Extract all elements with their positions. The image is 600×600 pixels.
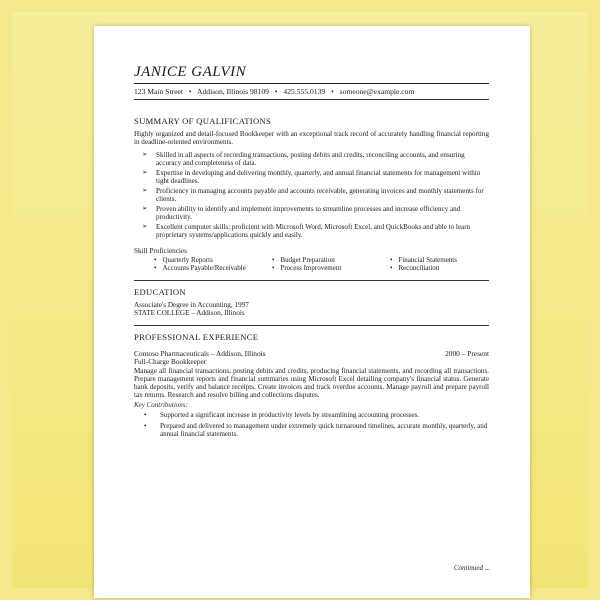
bullet-separator: •: [274, 87, 278, 96]
resume-page: [94, 26, 530, 598]
arrow-bullet-icon: ➢: [142, 186, 148, 194]
list-item-text: Supported a significant increase in productivity levels by streamlining accounting processes.: [160, 410, 420, 419]
job-description: Manage all financial transactions, posting debits and credits, producing financial statements, and recording all transactions. Prepare management reports and financial summaries using Microsoft Excel detailing company's financial status. Generate bank deposits, verify and balance receipts. Create invoices and track overdue accounts. Manage payroll and prepare payroll tax returns. Research and resolve billing and collections disputes.: [134, 366, 489, 400]
list-item-text: Skilled in all aspects of recording transactions, posting debits and credits, reconciling accounts, and ensuring accuracy and completeness of data.: [156, 150, 465, 167]
contact-email: someone@example.com: [339, 87, 415, 96]
skills-grid: [154, 256, 489, 273]
list-item: [134, 205, 489, 222]
job-role: Full-Charge Bookkeeper: [134, 356, 207, 366]
list-item: [134, 151, 489, 168]
skill-item: • Accounts Payable/Receivable: [154, 264, 246, 273]
skill-item: • Budget Preparation: [272, 255, 335, 264]
experience-title: PROFESSIONAL EXPERIENCE: [134, 331, 259, 342]
contact-city: Addison, Illinois 98109: [197, 87, 269, 96]
section-divider: [134, 325, 489, 326]
list-item-text: Excellent computer skills; proficient with Microsoft Word, Microsoft Excel, and QuickBooks and able to learn proprietary systems/applications quickly and easily.: [156, 222, 471, 240]
list-item-text: Proficiency in managing accounts payable and accounts receivable, generating invoices and monthly statements for clients.: [156, 186, 484, 204]
summary-intro: Highly organized and detail-focused Bookkeeper with an exceptional track record of accurately handling financial reporting in deadline-oriented environments.: [134, 130, 489, 147]
skills-title: Skill Proficiencies: [134, 246, 187, 255]
education-degree: Associate's Degree in Accounting, 1997: [134, 300, 249, 309]
job-dates: 2000 – Present: [445, 348, 489, 358]
resume-name: JANICE GALVIN: [134, 64, 247, 80]
list-item-text: Expertise in developing and delivering monthly, quarterly, and annual financial statements for management within tight deadlines.: [156, 168, 481, 185]
skill-item: • Financial Statements: [390, 255, 457, 264]
contact-line: [134, 87, 489, 96]
list-item: [134, 411, 489, 419]
list-item: [134, 187, 489, 204]
contributions-title: Key Contributions:: [134, 400, 188, 409]
list-item: [134, 223, 489, 240]
bullet-separator: •: [188, 87, 192, 96]
list-item: [134, 169, 489, 186]
education-title: EDUCATION: [134, 286, 186, 297]
education-school: STATE COLLEGE – Addison, Illinois: [134, 309, 245, 318]
continued-note: Continued ...: [453, 564, 490, 572]
summary-bullets: [134, 151, 489, 240]
skill-item: • Reconciliation: [390, 264, 440, 273]
section-divider: [134, 280, 489, 281]
name-divider: [134, 83, 489, 84]
arrow-bullet-icon: ➢: [142, 150, 148, 158]
bullet-icon: •: [144, 410, 147, 419]
contributions-list: [134, 411, 489, 439]
job-company: Contoso Pharmaceuticals – Addison, Illinois: [134, 348, 266, 358]
page-frame: [12, 12, 588, 588]
list-item-text: Prepared and delivered to management under extremely quick turnaround timelines, accurate monthly, quarterly, and annual financial statements.: [160, 422, 488, 439]
bullet-icon: •: [144, 422, 147, 431]
arrow-bullet-icon: ➢: [142, 222, 148, 230]
contact-address: 123 Main Street: [134, 87, 183, 96]
contact-phone: 425.555.0139: [283, 87, 326, 96]
skill-item: • Quarterly Reports: [154, 255, 213, 264]
summary-title: SUMMARY OF QUALIFICATIONS: [134, 116, 272, 126]
list-item: [134, 422, 489, 439]
arrow-bullet-icon: ➢: [142, 168, 148, 176]
bullet-separator: •: [331, 87, 334, 96]
list-item-text: Proven ability to identify and implement improvements to streamline processes and increase efficiency and productivity.: [156, 204, 461, 222]
resume-content: [134, 64, 489, 442]
arrow-bullet-icon: ➢: [142, 204, 148, 212]
skill-item: • Process Improvement: [272, 264, 342, 273]
